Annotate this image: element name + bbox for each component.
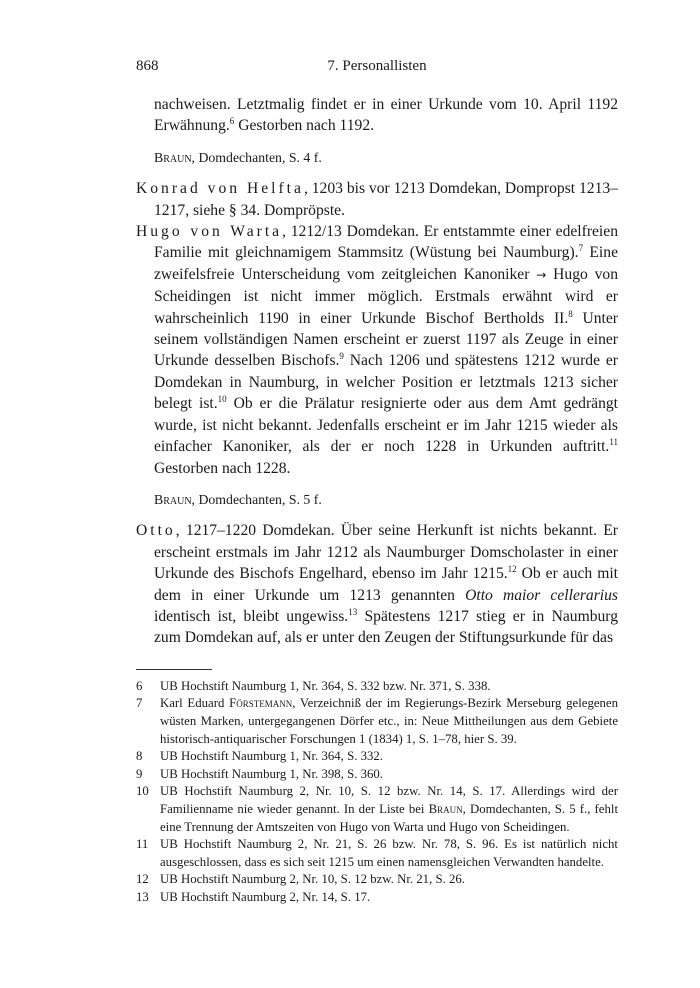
author-name: Braun — [154, 491, 192, 507]
page-number: 868 — [136, 58, 159, 74]
footnote: 6 UB Hochstift Naumburg 1, Nr. 364, S. 332 bzw. Nr. 371, S. 338. — [136, 678, 618, 696]
footnote: 12 UB Hochstift Naumburg 2, Nr. 10, S. 12 bzw. Nr. 21, S. 26. — [136, 871, 618, 889]
footnote: 13 UB Hochstift Naumburg 2, Nr. 14, S. 17. — [136, 889, 618, 907]
footnote-number: 8 — [136, 749, 143, 764]
footnote-number: 11 — [136, 837, 149, 852]
chapter-title: 7. Personallisten — [327, 58, 427, 74]
entry-name: Otto — [136, 522, 176, 540]
footnote: 11 UB Hochstift Naumburg 2, Nr. 21, S. 26 bzw. Nr. 78, S. 96. Es ist natürlich nicht ausgeschlossen, dass es sich seit 1215 um einen namensgleichen Verwandten handelte. — [136, 836, 618, 871]
page — [136, 58, 618, 906]
bibliography-ref: Braun, Domdechanten, S. 4 f. — [154, 149, 322, 165]
footnote-ref-7[interactable]: 7 — [578, 243, 584, 254]
footnote-number: 13 — [136, 889, 149, 904]
entry-hugo: Hugo von Warta, 1212/13 Domdekan. Er entstammte einer edelfreien Familie mit gleichnamigem Stammsitz (Wüstung bei Naumburg).$^7$ Eine zweifelsfreie Unterscheidung vom zeitgleichen Kanoniker → Hugo von Scheidingen ist nicht immer möglich. Erstmals erwähnt wird er wahrscheinlich 1190 in einer Urkunde Bischof Bertholds II.$^8$ Unter seinem vollständigen Namen erscheint er zuerst 1197 als Zeuge in einer Urkunde desselben Bischofs.$^9$ Nach 1206 und spätestens 1212 wurde er Domdekan in Naumburg, in welcher Position er letztmals 1213 sicher belegt ist.$^{10}$ Ob er die Prälatur resignierte oder aus dem Amt gedrängt wurde, ist nicht bekannt. Jedenfalls erscheint er im Jahr 1215 wieder als einfacher Kanoniker, als der er noch 1228 in Urkunden auftritt.$^{11}$ Gestorben nach 1228. — [136, 223, 619, 477]
author-name: Förstemann — [229, 696, 293, 711]
italic-term: Otto maior cellerarius — [465, 586, 618, 604]
footnote-number: 9 — [136, 766, 143, 781]
paragraph-continuation: nachweisen. Letztmalig findet er in einer Urkunde vom 10. April 1192 Erwähnung.$^6$ Gestorben nach 1192. — [154, 96, 618, 135]
footnote-number: 7 — [136, 696, 143, 711]
footnote-ref-6[interactable]: 6 — [229, 116, 235, 127]
footnote-ref-10[interactable]: 10 — [217, 394, 227, 405]
author-name: Braun — [154, 149, 192, 165]
footnote: 7 Karl Eduard Förstemann, Verzeichniß der im Regierungs-Bezirk Merseburg gelegenen wüsten Marken, untergegangenen Dörfer etc., in: Neue Mittheilungen aus dem Gebiete historisch-antiquarischer Forschungen 1 (1834) 1, S. 1–78, hier S. 39. — [136, 695, 618, 748]
entry-otto: Otto, 1217–1220 Domdekan. Über seine Herkunft ist nichts bekannt. Er erscheint erstmals im Jahr 1212 als Naumburger Domscholaster in einer Urkunde des Bischofs Engelhard, ebenso im Jahr 1215.12 Ob er auch mit dem in einer Urkunde um 1213 genannten Otto maior cellerarius identisch ist, bleibt ungewiss.$^{13}$ Spätestens 1217 stieg er in Naumburg zum Domdekan auf, als er unter den Zeugen der Stiftungsurkunde für das — [136, 522, 619, 647]
entry-konrad: Konrad von Helfta, 1203 bis vor 1213 Domdekan, Dompropst 1213–1217, siehe § 34. Dompröpste. — [136, 180, 618, 219]
footnote-ref-8[interactable]: 8 — [568, 308, 573, 319]
footnote-ref-11[interactable]: 11 — [609, 437, 618, 448]
footnote: 8 UB Hochstift Naumburg 1, Nr. 364, S. 332. — [136, 748, 618, 766]
author-name: Braun — [428, 801, 463, 816]
footnote: 9 UB Hochstift Naumburg 1, Nr. 398, S. 360. — [136, 766, 618, 784]
footnote-ref-9[interactable]: 9 — [339, 351, 344, 362]
footnote-number: 12 — [136, 872, 149, 887]
footnote: 10 UB Hochstift Naumburg 2, Nr. 10, S. 12 bzw. Nr. 14, S. 17. Allerdings wird der Familienname nie wieder genannt. In der Liste bei Braun, Domdechanten, S. 5 f., fehlt eine Trennung der Amtszeiten von Hugo von Warta und Hugo von Scheidingen. — [136, 783, 618, 836]
footnote-ref-12[interactable]: 12 — [507, 564, 517, 575]
running-head — [136, 58, 618, 82]
entry-name: Hugo von Warta — [136, 223, 283, 241]
footnote-divider — [136, 669, 212, 670]
bibliography-ref: Braun, Domdechanten, S. 5 f. — [154, 491, 322, 507]
footnotes — [136, 678, 618, 907]
footnote-number: 6 — [136, 678, 143, 693]
cross-reference-arrow-icon: → — [536, 267, 547, 282]
main-text — [136, 94, 618, 649]
footnote-number: 10 — [136, 784, 149, 799]
footnote-ref-13[interactable]: 13 — [348, 606, 358, 617]
entry-name: Konrad von Helfta — [136, 180, 304, 198]
